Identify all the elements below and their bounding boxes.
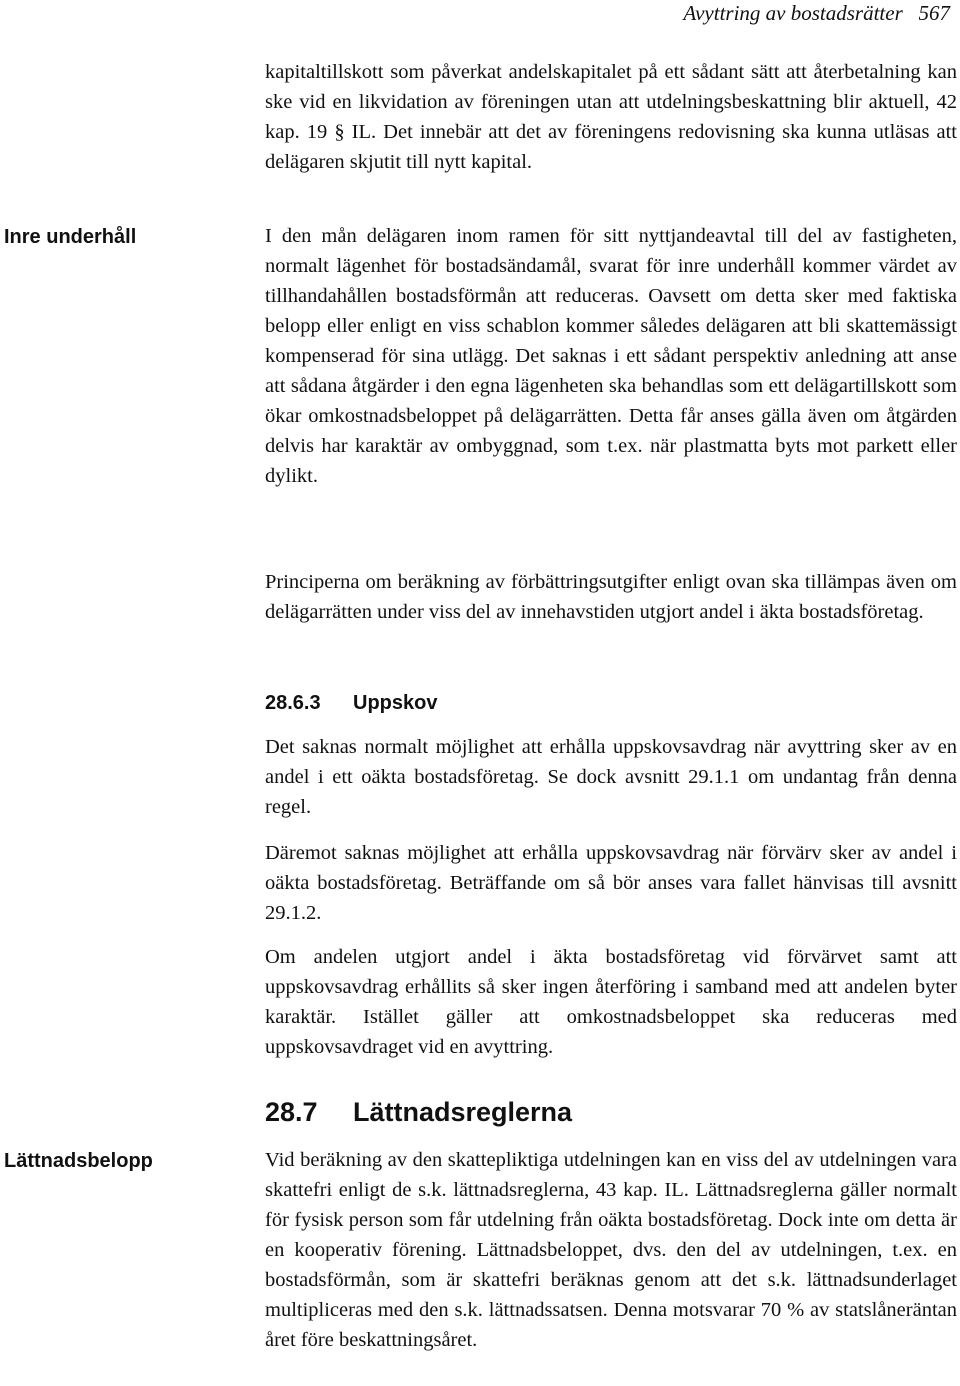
section-title: Uppskov bbox=[353, 692, 438, 714]
paragraph-inre-underhall: I den mån delägaren inom ramen för sitt nyttjandeavtal till del av fastigheten, normalt lägenhet för bostadsändamål, svarat för inre underhåll kommer värdet av tillhandahållen bostadsförmån att reduceras. Oavsett om detta sker med faktiska belopp eller enligt en viss schablon kommer således delägaren att bli skattemässigt kompenserad för sina utlägg. Det saknas i ett sådant perspektiv anledning att anse att sådana åtgärder i den egna lägenheten ska behandlas som ett delägartillskott som ökar omkostnadsbeloppet på delägarrätten. Detta får anses gälla även om åtgärden delvis har karaktär av ombyggnad, som t.ex. när plastmatta byts mot parkett eller dylikt. bbox=[265, 225, 957, 487]
section-number: 28.7 bbox=[265, 1097, 318, 1127]
running-title: Avyttring av bostadsrätter bbox=[683, 1, 903, 25]
page-number: 567 bbox=[918, 1, 950, 25]
paragraph-uppskov-2: Däremot saknas möjlighet att erhålla uppskovsavdrag när förvärv sker av andel i oäkta bostadsföretag. Beträffande om så bör anses vara fallet hänvisas till avsnitt 29.1.2. bbox=[265, 842, 957, 924]
section-heading-uppskov bbox=[265, 690, 437, 716]
section-heading-lattnadsreglerna bbox=[265, 1096, 572, 1128]
paragraph-principerna: Principerna om beräkning av förbättringsutgifter enligt ovan ska tillämpas även om delägarrätten under viss del av innehavstiden utgjort andel i äkta bostadsföretag. bbox=[265, 571, 957, 623]
margin-note-lattnadsbelopp: Lättnadsbelopp bbox=[4, 1150, 153, 1172]
paragraph-uppskov-1: Det saknas normalt möjlighet att erhålla uppskovsavdrag när avyttring sker av en andel i ett oäkta bostadsföretag. Se dock avsnitt 29.1.1 om undantag från denna regel. bbox=[265, 736, 957, 818]
paragraph-lattnadsbelopp: Vid beräkning av den skattepliktiga utdelningen kan en viss del av utdelningen vara skattefri enligt de s.k. lättnadsreglerna, 43 kap. IL. Lättnadsreglerna gäller normalt för fysisk person som får utdelning från oäkta bostadsföretag. Dock inte om detta är en kooperativ förening. Lättnadsbeloppet, dvs. den del av utdelningen, t.ex. en bostadsförmån, som är skattefri beräknas genom att det s.k. lättnadsunderlaget multipliceras med den s.k. lättnadssatsen. Denna motsvarar 70 % av statslåneräntan året före beskattningsåret. bbox=[265, 1149, 957, 1351]
section-title: Lättnadsreglerna bbox=[353, 1097, 573, 1127]
running-header bbox=[683, 0, 950, 26]
paragraph-uppskov-3: Om andelen utgjort andel i äkta bostadsföretag vid förvärvet samt att uppskovsavdrag erhållits så sker ingen återföring i samband med att andelen byter karaktär. Istället gäller att omkostnadsbeloppet ska reduceras med uppskovsavdraget vid en avyttring. bbox=[265, 946, 957, 1058]
paragraph-kapitaltillskott: kapitaltillskott som påverkat andelskapitalet på ett sådant sätt att återbetalning kan ske vid en likvidation av föreningen utan att utdelningsbeskattning blir aktuell, 42 kap. 19 § IL. Det innebär att det av föreningens redovisning ska kunna utläsas att delägaren skjutit till nytt kapital. bbox=[265, 61, 957, 173]
section-number: 28.6.3 bbox=[265, 692, 321, 714]
margin-note-inre-underhall: Inre underhåll bbox=[4, 226, 137, 248]
